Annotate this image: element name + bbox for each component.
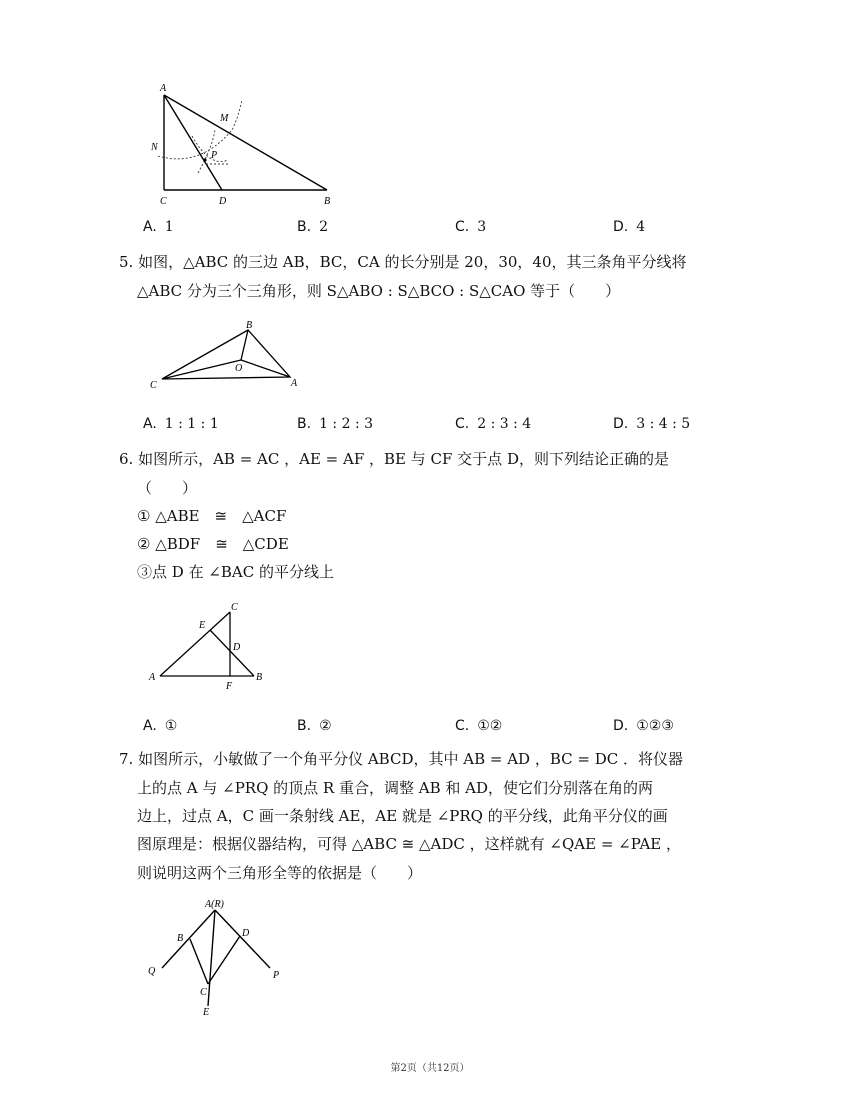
q5-label-B: B (246, 320, 253, 331)
page-footer: 第2页（共12页） (390, 1063, 470, 1074)
q6-statement-1: ① △ABE ≅ △ACF (137, 507, 287, 525)
q4-label-D: D (219, 196, 227, 207)
q7-label-C: C (200, 987, 207, 998)
q6-option-d[interactable]: D. ①②③ (613, 718, 674, 734)
q7-label-P: P (273, 970, 280, 981)
q6-label-F: F (226, 681, 233, 692)
q5-option-d[interactable]: D. 3 : 4 : 5 (613, 416, 691, 432)
q4-label-C: C (160, 196, 167, 207)
q6-option-a[interactable]: A. ① (143, 718, 178, 734)
q6-figure (140, 598, 280, 693)
q4-option-b[interactable]: B. 2 (297, 219, 328, 235)
q6-option-c[interactable]: C. ①② (455, 718, 503, 734)
q6-label-E: E (199, 620, 206, 631)
q5-label-O: O (235, 363, 243, 374)
q6-stem-line1: 6. 如图所示，AB = AC ，AE = AF ，BE 与 CF 交于点 D，则下列结论正确的是 (119, 450, 669, 468)
q7-stem-line2: 上的点 A 与 ∠PRQ 的顶点 R 重合，调整 AB 和 AD，使它们分别落在角的两 (137, 779, 654, 797)
q6-label-D: D (233, 642, 241, 653)
q4-option-d[interactable]: D. 4 (613, 219, 646, 235)
q5-label-C: C (150, 380, 157, 391)
q5-option-a[interactable]: A. 1 : 1 : 1 (143, 416, 219, 432)
q7-label-D: D (242, 928, 250, 939)
q7-stem-line3: 边上，过点 A，C 画一条射线 AE，AE 就是 ∠PRQ 的平分线，此角平分仪的画 (137, 807, 668, 825)
q5-stem-line2: △ABC 分为三个三角形，则 S△ABO : S△BCO : S△CAO 等于（ ） (137, 282, 621, 300)
q7-stem-line5: 则说明这两个三角形全等的依据是（ ） (137, 864, 423, 882)
q4-label-B: B (324, 196, 331, 207)
q5-option-b[interactable]: B. 1 : 2 : 3 (297, 416, 374, 432)
q7-label-Q: Q (148, 966, 156, 977)
q4-option-a[interactable]: A. 1 (143, 219, 174, 235)
q5-stem-line1: 5. 如图，△ABC 的三边 AB，BC，CA 的长分别是 20，30，40，其三条角平分线将 (119, 253, 687, 271)
q4-figure (140, 78, 340, 208)
q6-label-C: C (231, 602, 238, 613)
q7-stem-line1: 7. 如图所示，小敏做了一个角平分仪 ABCD，其中 AB = AD ，BC = DC ．将仪器 (119, 750, 683, 768)
q7-label-B: B (177, 933, 184, 944)
q7-label-E: E (203, 1007, 210, 1018)
q4-label-N: N (151, 142, 158, 153)
q6-option-b[interactable]: B. ② (297, 718, 332, 734)
q5-figure (140, 316, 310, 396)
q7-label-AR: A(R) (205, 899, 224, 910)
q7-stem-line4: 图原理是：根据仪器结构，可得 △ABC ≅ △ADC ，这样就有 ∠QAE = ∠PAE ， (137, 835, 682, 853)
q6-label-B: B (256, 672, 263, 683)
q4-label-A: A (160, 83, 167, 94)
q6-statement-3: ③点 D 在 ∠BAC 的平分线上 (137, 563, 335, 581)
q6-label-A: A (149, 672, 156, 683)
q7-figure (140, 896, 290, 1018)
q5-label-A: A (291, 378, 298, 389)
q5-option-c[interactable]: C. 2 : 3 : 4 (455, 416, 532, 432)
q4-option-c[interactable]: C. 3 (455, 219, 487, 235)
q4-label-M: M (220, 113, 229, 124)
q4-label-P: P (211, 150, 218, 161)
q6-stem-line2: （ ） (137, 479, 198, 497)
q6-statement-2: ② △BDF ≅ △CDE (137, 535, 289, 553)
